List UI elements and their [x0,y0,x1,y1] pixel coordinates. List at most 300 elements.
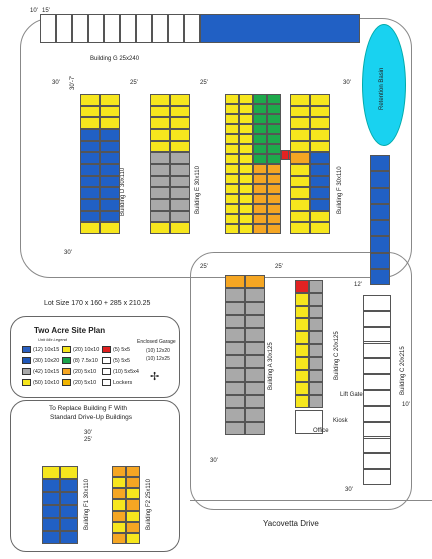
storage-unit [363,295,391,311]
building-d-label: Building D 30x110 [120,167,126,216]
storage-unit [126,511,140,522]
enclosed-label: Enclosed Garage [137,339,176,345]
storage-unit [370,188,390,204]
dim-30-right: 30' [343,80,351,86]
storage-unit [370,155,390,171]
storage-unit [290,164,310,176]
storage-unit [370,269,390,285]
storage-unit [239,154,253,164]
storage-unit [295,382,309,395]
legend-label: (20) 5x10 [73,368,97,375]
storage-unit [42,479,60,492]
storage-unit [170,187,190,199]
storage-unit [295,293,309,306]
storage-unit [60,518,78,531]
storage-unit [80,187,100,199]
storage-unit [309,395,323,408]
storage-unit [245,288,265,301]
storage-unit [363,343,391,359]
storage-unit [253,124,267,134]
bay-unit [104,14,120,43]
storage-unit [150,222,170,234]
bay-unit [152,14,168,43]
storage-unit [295,370,309,383]
legend-item [102,368,139,375]
storage-unit [267,174,281,184]
storage-unit [267,154,281,164]
storage-unit [310,106,330,118]
bay-unit [136,14,152,43]
storage-unit [112,533,126,544]
storage-unit [239,94,253,104]
legend-label: (20) 5x10 [73,379,97,386]
dim-15: 15' [42,8,50,14]
storage-unit [310,222,330,234]
storage-unit [170,222,190,234]
replace-dim-b: 25' [84,437,92,443]
storage-unit [225,408,245,421]
legend-swatch [62,368,71,375]
storage-unit [112,511,126,522]
legend-item [102,346,130,353]
storage-unit [253,114,267,124]
lot-size: Lot Size 170 x 160 + 285 x 210.25 [44,300,151,307]
storage-unit [42,531,60,544]
storage-unit [80,176,100,188]
storage-unit [309,331,323,344]
storage-unit [253,144,267,154]
storage-unit [295,331,309,344]
lift-gate-label: Lift Gate [340,392,363,398]
storage-unit [253,194,267,204]
building-f1-label: Building F1 30x110 [84,479,90,530]
storage-unit [225,144,239,154]
dim-12: 12' [354,282,362,288]
legend-swatch [22,379,31,386]
storage-unit [80,129,100,141]
storage-unit [309,370,323,383]
legend-item [102,379,132,386]
dim-25-a: 25' [130,80,138,86]
legend-swatch [102,346,111,353]
storage-unit [370,204,390,220]
building-g-blue [200,14,360,43]
storage-unit [295,357,309,370]
storage-unit [253,164,267,174]
storage-unit [80,117,100,129]
storage-unit [239,134,253,144]
storage-unit [295,306,309,319]
storage-unit [363,422,391,438]
storage-unit [225,422,245,435]
office-label: Office [313,428,329,434]
storage-unit [112,499,126,510]
storage-unit [245,355,265,368]
storage-unit [225,184,239,194]
storage-unit [239,144,253,154]
storage-unit [239,224,253,234]
storage-unit [170,164,190,176]
storage-unit [363,390,391,406]
storage-unit [80,211,100,223]
storage-unit [310,199,330,211]
legend-item [62,379,96,386]
dim-30-side: 30' [64,250,72,256]
storage-unit [42,466,60,479]
storage-unit [225,395,245,408]
dim-30-7: 30'-7' [70,75,76,90]
bay-unit [168,14,184,43]
storage-unit [170,152,190,164]
storage-unit [225,368,245,381]
storage-unit [290,176,310,188]
storage-unit [309,293,323,306]
storage-unit [150,176,170,188]
kiosk-label: Kiosk [333,418,348,424]
storage-unit [309,382,323,395]
legend-label: (30) 10x20 [33,357,60,364]
storage-unit [150,106,170,118]
storage-unit [253,94,267,104]
replace-title-2: Standard Drive-Up Buildings [50,414,133,421]
storage-unit [150,187,170,199]
storage-unit [42,518,60,531]
storage-unit [310,152,330,164]
storage-unit [225,315,245,328]
storage-unit [60,492,78,505]
storage-unit [225,302,245,315]
storage-unit [100,164,120,176]
storage-unit [80,199,100,211]
storage-unit [239,184,253,194]
storage-unit [225,355,245,368]
storage-unit [150,141,170,153]
replace-dim-a: 30' [84,430,92,436]
storage-unit [42,492,60,505]
storage-unit [225,104,239,114]
compass-icon: ✢ [150,371,160,383]
storage-unit [150,152,170,164]
storage-unit [100,152,120,164]
enclosed-item-2: (10) 12x25 [146,356,170,362]
storage-unit [295,318,309,331]
building-a-label: Building A 30x125 [268,342,274,390]
storage-unit [225,114,239,124]
legend-swatch [102,357,111,364]
storage-unit [170,176,190,188]
storage-unit [239,194,253,204]
storage-unit [112,466,126,477]
legend-swatch [62,379,71,386]
storage-unit [239,164,253,174]
storage-unit [290,152,310,164]
storage-unit [245,275,265,288]
legend-item [22,379,59,386]
storage-unit [225,94,239,104]
legend-label: (50) 10x10 [33,379,60,386]
storage-unit [310,94,330,106]
legend-item [22,346,59,353]
storage-unit [100,222,120,234]
storage-unit [80,106,100,118]
storage-unit [126,533,140,544]
storage-unit [290,106,310,118]
storage-unit [100,187,120,199]
storage-unit [225,174,239,184]
storage-unit [225,154,239,164]
bay-unit [56,14,72,43]
storage-unit [170,129,190,141]
storage-unit [170,141,190,153]
storage-unit [267,114,281,124]
storage-unit [370,220,390,236]
legend-label: (12) 10x15 [33,346,60,353]
storage-unit [290,117,310,129]
storage-unit [267,204,281,214]
replace-title-1: To Replace Building F With [49,405,128,412]
legend-subtitle: Unit Mix Legend [38,337,67,342]
storage-unit [370,236,390,252]
legend-item [102,357,130,364]
legend-label: Lockers [113,379,133,386]
storage-unit [150,211,170,223]
storage-unit [309,344,323,357]
storage-unit [245,382,265,395]
storage-unit [267,184,281,194]
storage-unit [245,342,265,355]
legend-label: (10) 5x5x4 [113,368,139,375]
legend-item [22,368,59,375]
storage-unit [309,357,323,370]
legend-label: (5) 5x5 [113,357,131,364]
bay-unit [72,14,88,43]
storage-unit [295,280,309,293]
storage-unit [290,141,310,153]
storage-unit [150,199,170,211]
storage-unit [225,134,239,144]
storage-unit [290,129,310,141]
storage-unit [225,164,239,174]
storage-unit [100,141,120,153]
dim-30-bottom: 30' [345,487,353,493]
storage-unit [310,129,330,141]
storage-unit [310,164,330,176]
storage-unit [363,374,391,390]
dim-25-mid-a: 25' [200,264,208,270]
storage-unit [150,117,170,129]
storage-unit [290,94,310,106]
storage-unit [225,288,245,301]
storage-unit [170,94,190,106]
storage-unit [100,94,120,106]
storage-unit [126,488,140,499]
storage-unit [225,194,239,204]
storage-unit [253,174,267,184]
storage-unit [295,344,309,357]
storage-unit [239,174,253,184]
storage-unit [267,214,281,224]
storage-unit [309,318,323,331]
legend-label: (20) 10x10 [73,346,100,353]
storage-unit [253,104,267,114]
storage-unit [60,466,78,479]
storage-unit [245,422,265,435]
storage-unit [363,311,391,327]
legend-item [62,346,99,353]
storage-unit [225,382,245,395]
storage-unit [363,327,391,343]
bay-unit [40,14,56,43]
dim-10: 10' [402,402,410,408]
storage-unit [150,129,170,141]
street-name: Yacovetta Drive [263,519,319,528]
storage-unit [239,104,253,114]
storage-unit [310,117,330,129]
legend-item [22,357,59,364]
storage-unit [253,154,267,164]
storage-unit [363,438,391,454]
storage-unit [363,469,391,485]
storage-unit [80,141,100,153]
storage-unit [363,358,391,374]
legend-item [62,357,98,364]
storage-unit [245,302,265,315]
storage-unit [310,187,330,199]
storage-unit [225,124,239,134]
storage-unit [42,505,60,518]
dim-25-mid-b: 25' [275,264,283,270]
storage-unit [245,368,265,381]
storage-unit [309,306,323,319]
storage-unit [239,204,253,214]
storage-unit [267,144,281,154]
storage-unit [225,224,239,234]
legend-label: (42) 10x15 [33,368,60,375]
storage-unit [253,184,267,194]
bay-unit [184,14,200,43]
legend-title: Two Acre Site Plan [34,326,106,335]
dim-30-low: 30' [210,458,218,464]
storage-unit [150,164,170,176]
storage-unit [253,224,267,234]
storage-unit [100,176,120,188]
storage-unit [363,453,391,469]
legend-label: (5) 5x5 [113,346,131,353]
legend-label: (8) 7.5x10 [73,357,98,364]
street-line [190,500,432,501]
dim-25-b: 25' [200,80,208,86]
storage-unit [309,280,323,293]
storage-unit [60,479,78,492]
legend-swatch [62,346,71,353]
storage-unit [60,531,78,544]
storage-unit [80,164,100,176]
storage-unit [267,104,281,114]
storage-unit [245,408,265,421]
storage-unit [170,199,190,211]
storage-unit [170,211,190,223]
storage-unit [363,406,391,422]
storage-unit [170,117,190,129]
storage-unit [253,204,267,214]
retention-basin-label: Retention Basin [379,67,385,110]
storage-unit [100,117,120,129]
storage-unit [290,222,310,234]
legend-swatch [102,368,111,375]
storage-unit [225,342,245,355]
dim-10: 10' [30,8,38,14]
storage-unit [225,214,239,224]
legend-swatch [62,357,71,364]
building-g-label: Building G 25x240 [90,56,140,62]
storage-unit [100,106,120,118]
storage-unit [290,187,310,199]
storage-unit [245,315,265,328]
storage-unit [126,466,140,477]
building-e-label: Building E 30x110 [195,166,201,214]
storage-unit [290,211,310,223]
building-c1-label: Building C 20x125 [334,331,340,380]
storage-unit [253,134,267,144]
legend-swatch [22,346,31,353]
storage-unit [310,211,330,223]
storage-unit [126,522,140,533]
enclosed-item-1: (10) 12x20 [146,348,170,354]
bay-unit [88,14,104,43]
storage-unit [370,253,390,269]
storage-unit [80,94,100,106]
legend-swatch [102,379,111,386]
storage-unit [225,204,239,214]
storage-unit [225,328,245,341]
storage-unit [253,214,267,224]
storage-unit [100,129,120,141]
storage-unit [295,395,309,408]
storage-unit [267,94,281,104]
storage-unit [239,214,253,224]
site-road-outline [20,18,412,278]
storage-unit [100,199,120,211]
storage-unit [112,488,126,499]
storage-unit [310,176,330,188]
storage-unit [267,224,281,234]
storage-unit [126,499,140,510]
storage-unit [245,395,265,408]
storage-unit [267,134,281,144]
storage-unit [239,114,253,124]
storage-unit [225,275,245,288]
storage-unit [170,106,190,118]
storage-unit [150,94,170,106]
storage-unit [310,141,330,153]
storage-unit [80,222,100,234]
legend-swatch [22,368,31,375]
storage-unit [100,211,120,223]
storage-unit [80,152,100,164]
storage-unit [267,164,281,174]
dim-30-left: 30' [52,80,60,86]
bay-unit [120,14,136,43]
legend-item [62,368,96,375]
storage-unit [290,199,310,211]
replace-panel [10,400,180,552]
building-c2-label: Building C 20x215 [400,346,406,395]
storage-unit [112,477,126,488]
legend-swatch [22,357,31,364]
building-f2-label: Building F2 25x110 [146,479,152,530]
storage-unit [126,477,140,488]
storage-unit [267,124,281,134]
